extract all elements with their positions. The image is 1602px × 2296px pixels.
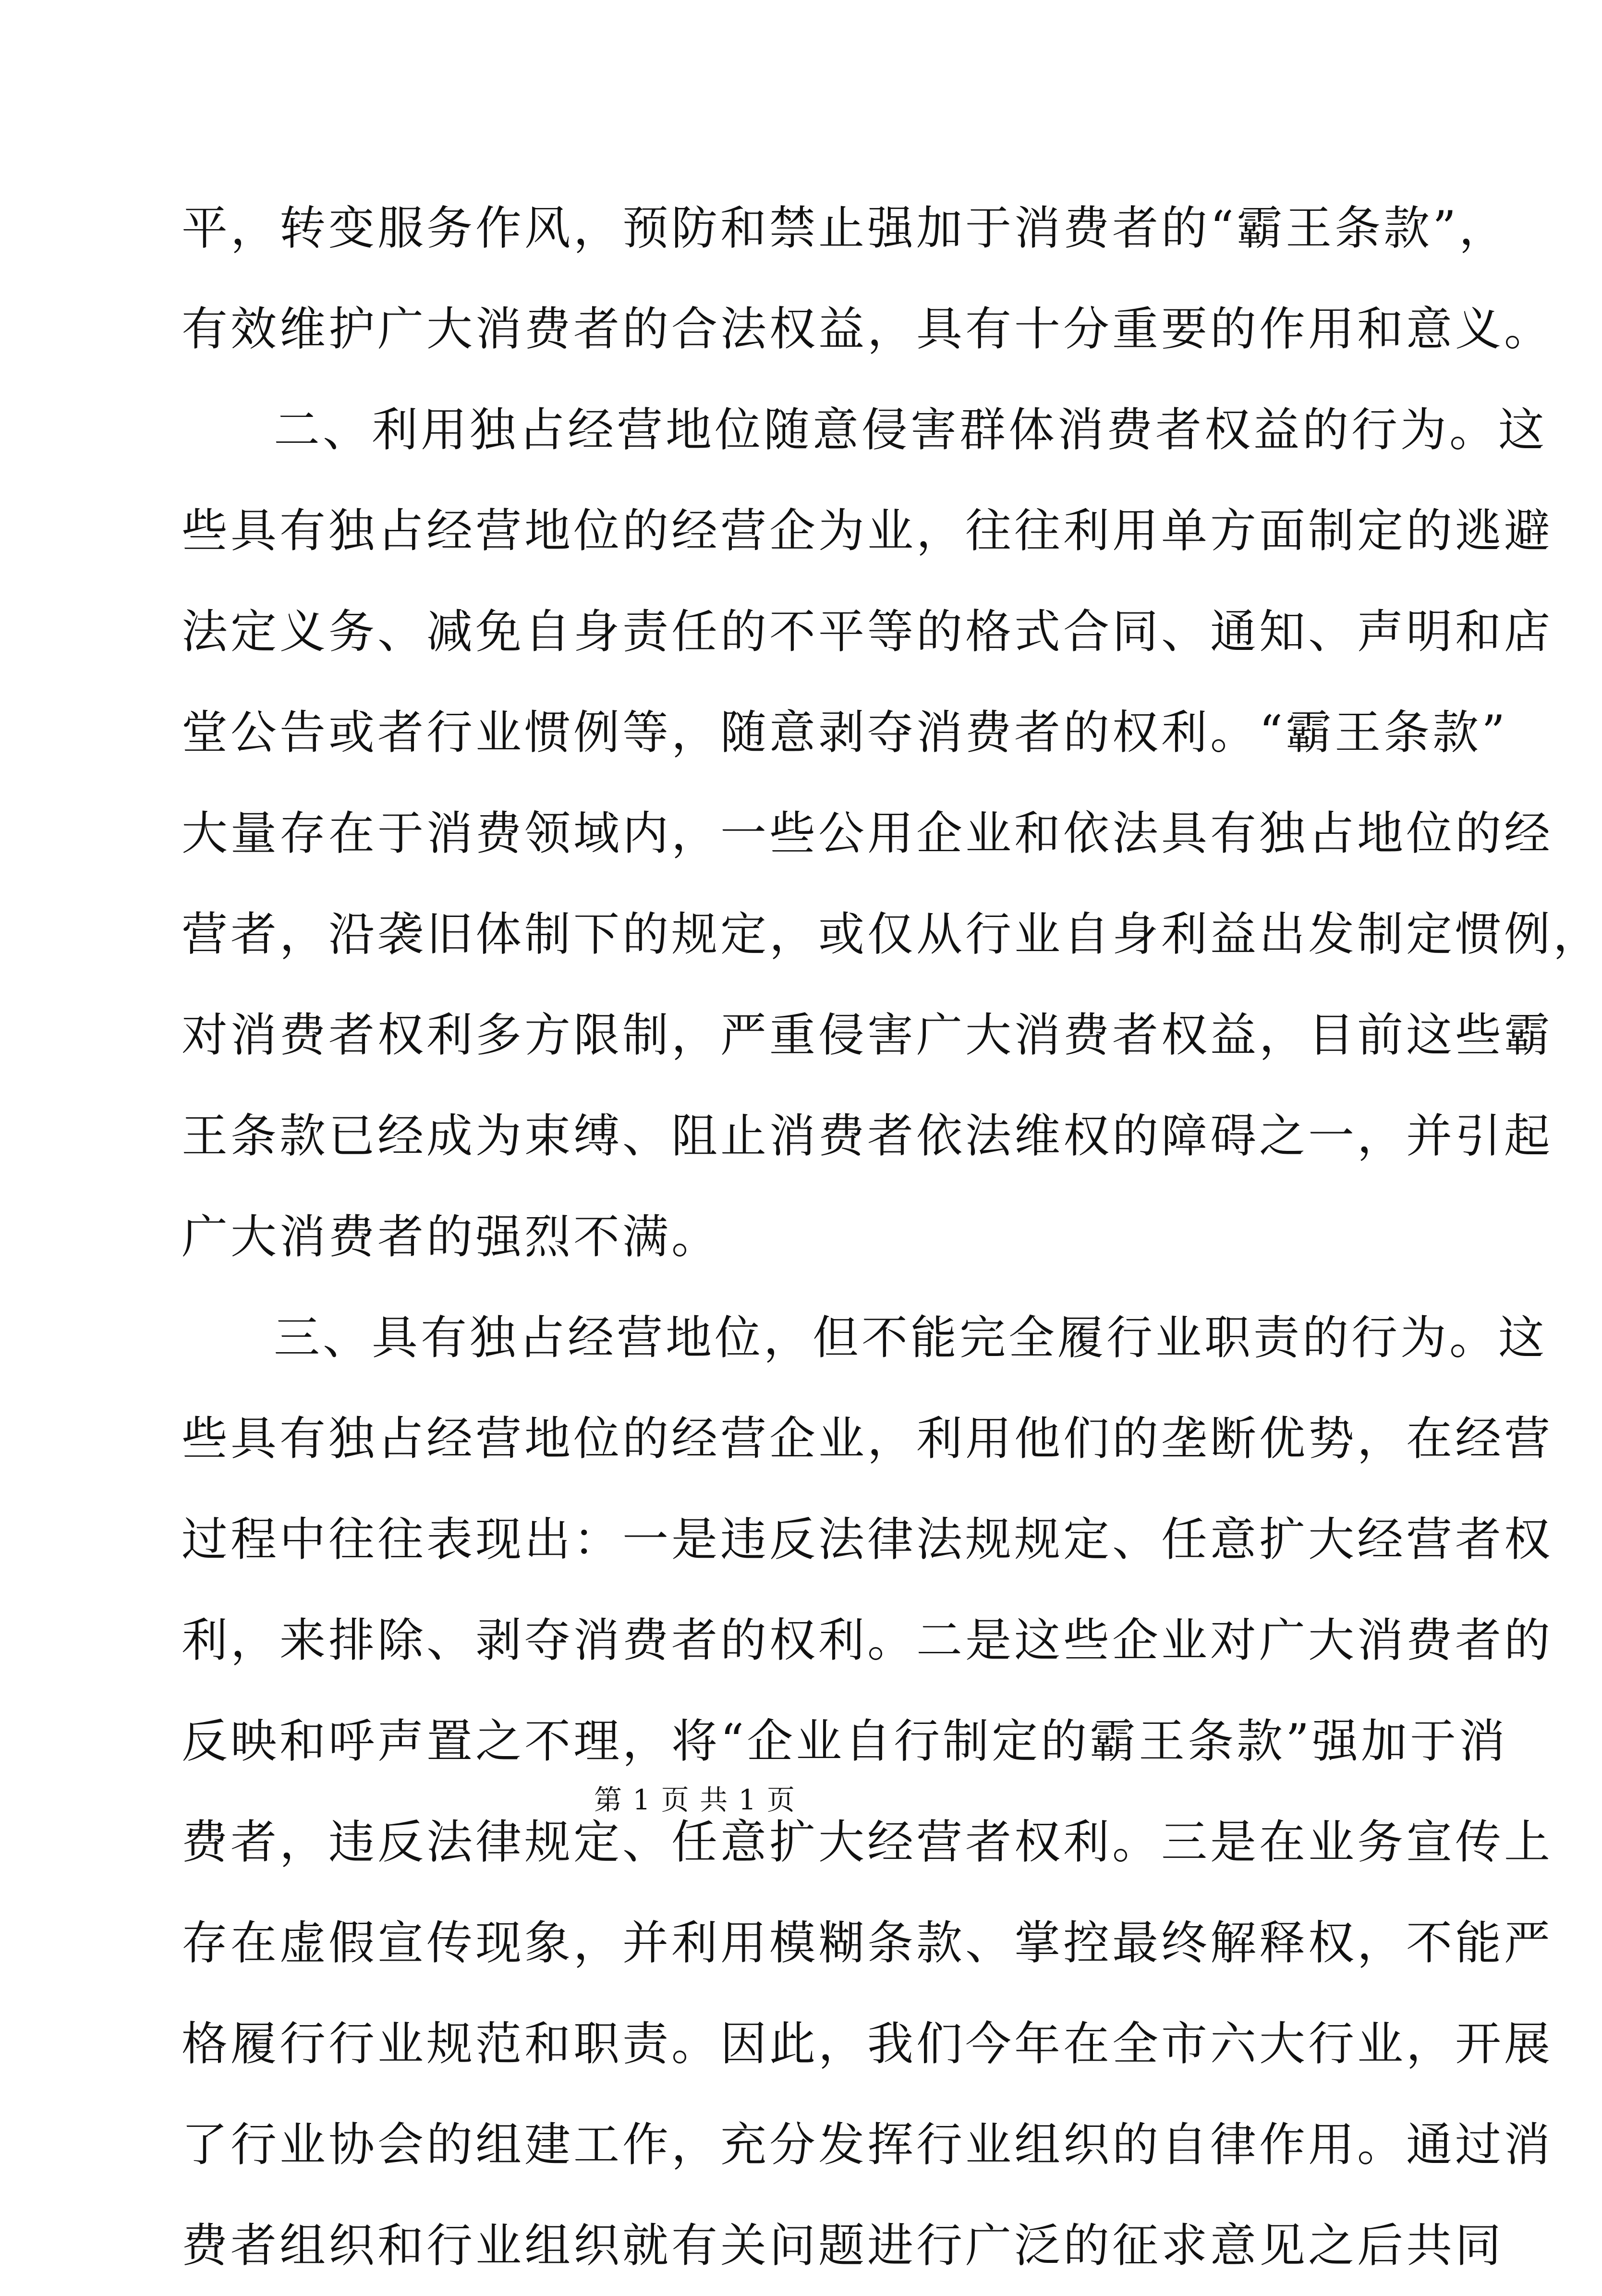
paragraph-start-line: 二、利用独占经营地位随意侵害群体消费者权益的行为。这 <box>274 403 1547 457</box>
text-line: 过程中往往表现出：一是违反法律法规规定、任意扩大经营者权 <box>182 1513 1553 1566</box>
text-line: 费者，违反法律规定、任意扩大经营者权利。三是在业务宣传上 <box>182 1815 1553 1869</box>
text-line: 些具有独占经营地位的经营企为业，往往利用单方面制定的逃避 <box>182 504 1553 558</box>
text-line: 费者组织和行业组织就有关问题进行广泛的征求意见之后共同 <box>182 2219 1504 2272</box>
text-line: 大量存在于消费领域内，一些公用企业和依法具有独占地位的经 <box>182 806 1553 860</box>
text-line: 些具有独占经营地位的经营企业，利用他们的垄断优势，在经营 <box>182 1412 1553 1466</box>
text-line: 格履行行业规范和职责。因此，我们今年在全市六大行业，开展 <box>182 2017 1553 2071</box>
text-line: 广大消费者的强烈不满。 <box>182 1210 720 1264</box>
text-line: 反映和呼声置之不理，将“企业自行制定的霸王条款”强加于消 <box>182 1714 1508 1768</box>
paragraph-start-line: 三、具有独占经营地位，但不能完全履行业职责的行为。这 <box>274 1311 1547 1365</box>
text-line: 利，来排除、剥夺消费者的权利。二是这些企业对广大消费者的 <box>182 1613 1553 1667</box>
text-line: 王条款已经成为束缚、阻止消费者依法维权的障碍之一，并引起 <box>182 1109 1553 1163</box>
document-body <box>182 178 1602 2296</box>
text-line: 对消费者权利多方限制，严重侵害广大消费者权益，目前这些霸 <box>182 1008 1553 1062</box>
text-line: 了行业协会的组建工作，充分发挥行业组织的自律作用。通过消 <box>182 2118 1553 2172</box>
text-line: 堂公告或者行业惯例等，随意剥夺消费者的权利。“霸王条款” <box>182 706 1508 759</box>
text-line: 有效维护广大消费者的合法权益，具有十分重要的作用和意义。 <box>182 302 1553 356</box>
text-line: 营者，沿袭旧体制下的规定，或仅从行业自身利益出发制定惯例， <box>182 907 1602 961</box>
text-line: 平，转变服务作风，预防和禁止强加于消费者的“霸王条款”， <box>182 201 1508 255</box>
page-footer: 第 1 页 共 1 页 <box>594 1783 796 1816</box>
text-line: 存在虚假宣传现象，并利用模糊条款、掌控最终解释权，不能严 <box>182 1916 1553 1970</box>
text-line: 法定义务、减免自身责任的不平等的格式合同、通知、声明和店 <box>182 605 1553 659</box>
